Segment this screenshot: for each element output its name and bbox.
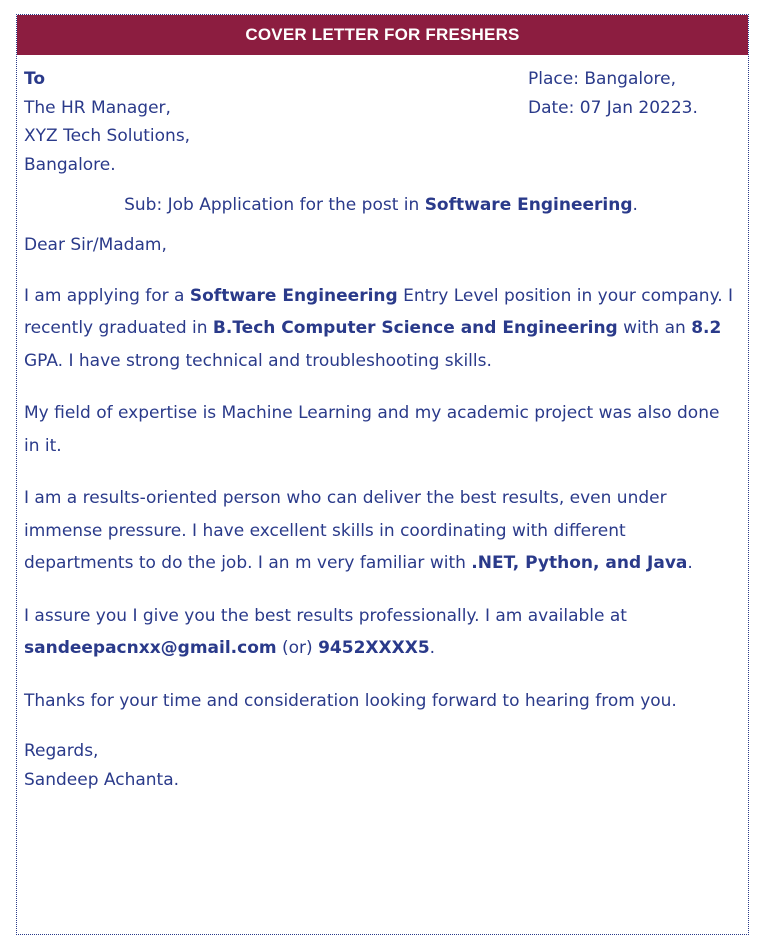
text: GPA. I have strong technical and troubleshooting skills.: [24, 350, 492, 371]
phone-highlight: 9452XXXX5: [318, 638, 430, 658]
subject-suffix: .: [632, 195, 638, 215]
text: .: [429, 638, 436, 658]
subject-prefix: Sub: Job Application for the post in: [124, 195, 425, 215]
closing-block: [24, 737, 738, 794]
text: (or): [276, 638, 319, 658]
address-block: [24, 65, 738, 179]
text: I assure you I give you the best results professionally. I am available at: [24, 605, 627, 626]
skills-highlight: .NET, Python, and Java: [471, 553, 688, 573]
paragraph-expertise: My field of expertise is Machine Learning and my academic project was also done in it.: [24, 403, 720, 456]
to-label: To: [24, 69, 46, 89]
gpa-highlight: 8.2: [691, 318, 722, 338]
letter-title: COVER LETTER FOR FRESHERS: [245, 25, 520, 44]
greeting: Dear Sir/Madam,: [24, 235, 167, 255]
recipient-line: The HR Manager,: [24, 97, 171, 118]
recipient-line: Bangalore.: [24, 154, 116, 175]
paragraph-thanks: Thanks for your time and consideration looking forward to hearing from you.: [24, 690, 677, 711]
text: .: [687, 553, 693, 573]
paragraph-contact: [24, 600, 738, 665]
paragraph-skills: [24, 482, 738, 580]
place: Place: Bangalore,: [528, 69, 676, 89]
subject-line: [24, 191, 738, 219]
email-highlight: sandeepacnxx@gmail.com: [24, 638, 277, 658]
subject-role: Software Engineering: [424, 195, 633, 215]
role-highlight: Software Engineering: [189, 285, 398, 306]
text: with an: [617, 318, 692, 338]
letter-header: [17, 15, 748, 55]
text: I am a results-oriented person who can deliver the best results, even under immense pressure. I have excellent skills in coordinating with different departments to do the job. I an m very familiar with: [24, 488, 667, 573]
letter-body: [17, 55, 748, 794]
paragraph-application: [24, 280, 738, 378]
letter-frame: [16, 14, 749, 935]
text: Entry Level position in your company. I recently graduated in: [24, 285, 734, 338]
signature-name: Sandeep Achanta.: [24, 769, 180, 790]
date: Date: 07 Jan 20223.: [528, 97, 698, 118]
recipient-address: [24, 65, 190, 179]
recipient-line: XYZ Tech Solutions,: [24, 126, 191, 146]
regards: Regards,: [24, 741, 99, 761]
text: I am applying for a: [24, 285, 190, 306]
degree-highlight: B.Tech Computer Science and Engineering: [212, 318, 618, 338]
place-date: [528, 65, 738, 179]
